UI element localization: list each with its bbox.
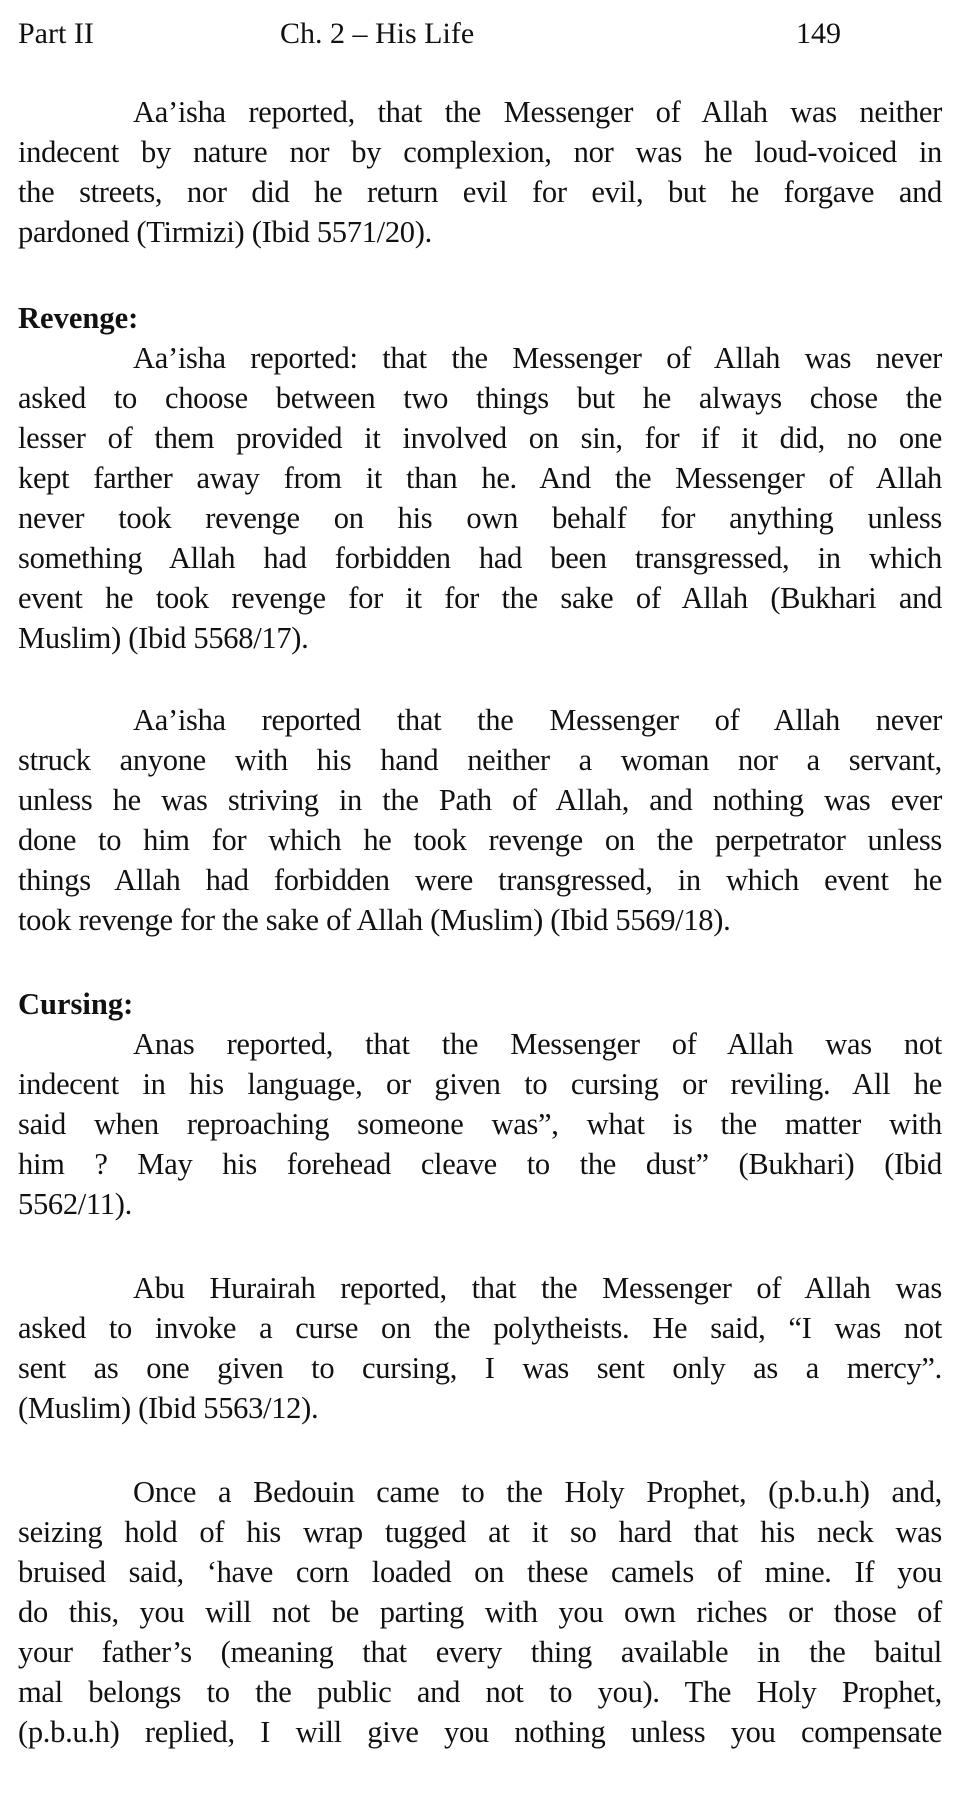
text-line: Anas reported, that the Messenger of Allah was not: [133, 1027, 942, 1061]
text-line: the streets, nor did he return evil for evil, but he forgave and: [18, 175, 942, 209]
text-line: your father’s (meaning that every thing available in the baitul: [18, 1635, 942, 1669]
text-line: done to him for which he took revenge on the perpetrator unless: [18, 823, 942, 857]
text-line: things Allah had forbidden were transgressed, in which event he: [18, 863, 942, 897]
text-line: took revenge for the sake of Allah (Muslim) (Ibid 5569/18).: [18, 903, 731, 937]
text-line: kept farther away from it than he. And the Messenger of Allah: [18, 461, 942, 495]
text-line: bruised said, ‘have corn loaded on these camels of mine. If you: [18, 1555, 942, 1589]
text-line: lesser of them provided it involved on sin, for if it did, no one: [18, 421, 942, 455]
paragraph: [18, 700, 942, 940]
paragraph: [18, 1024, 942, 1224]
text-line: indecent by nature nor by complexion, nor was he loud-voiced in: [18, 135, 942, 169]
running-header: [18, 14, 942, 54]
text-line: seizing hold of his wrap tugged at it so hard that his neck was: [18, 1515, 942, 1549]
text-line: (Muslim) (Ibid 5563/12).: [18, 1391, 319, 1425]
paragraph: [18, 92, 942, 252]
text-line: Aa’isha reported, that the Messenger of Allah was neither: [133, 95, 942, 129]
text-line: Aa’isha reported that the Messenger of Allah never: [133, 703, 942, 737]
section-heading: Cursing:: [18, 987, 134, 1021]
text-line: asked to invoke a curse on the polytheists. He said, “I was not: [18, 1311, 942, 1345]
chapter-title: Ch. 2 – His Life: [280, 17, 475, 50]
text-line: Muslim) (Ibid 5568/17).: [18, 621, 309, 655]
text-line: him ? May his forehead cleave to the dust” (Bukhari) (Ibid: [18, 1147, 942, 1181]
text-line: unless he was striving in the Path of Allah, and nothing was ever: [18, 783, 942, 817]
section-heading: Revenge:: [18, 301, 139, 335]
paragraph: [18, 1472, 942, 1752]
text-line: (p.b.u.h) replied, I will give you nothing unless you compensate: [18, 1715, 942, 1749]
text-line: Aa’isha reported: that the Messenger of Allah was never: [133, 341, 942, 375]
text-line: never took revenge on his own behalf for anything unless: [18, 501, 942, 535]
text-line: pardoned (Tirmizi) (Ibid 5571/20).: [18, 215, 432, 249]
section-cursing: [18, 984, 942, 1024]
text-line: indecent in his language, or given to cursing or reviling. All he: [18, 1067, 942, 1101]
text-line: struck anyone with his hand neither a woman nor a servant,: [18, 743, 942, 777]
section-revenge: [18, 298, 942, 338]
part-label: Part II: [18, 17, 94, 50]
text-line: Once a Bedouin came to the Holy Prophet, (p.b.u.h) and,: [133, 1475, 942, 1509]
text-line: mal belongs to the public and not to you). The Holy Prophet,: [18, 1675, 942, 1709]
page-number: 149: [796, 17, 841, 50]
text-line: something Allah had forbidden had been transgressed, in which: [18, 541, 942, 575]
paragraph: [18, 1268, 942, 1428]
text-line: asked to choose between two things but he always chose the: [18, 381, 942, 415]
paragraph: [18, 338, 942, 658]
text-line: 5562/11).: [18, 1187, 132, 1221]
text-line: sent as one given to cursing, I was sent only as a mercy”.: [18, 1351, 942, 1385]
text-line: event he took revenge for it for the sake of Allah (Bukhari and: [18, 581, 942, 615]
text-line: Abu Hurairah reported, that the Messenger of Allah was: [133, 1271, 942, 1305]
text-line: said when reproaching someone was”, what is the matter with: [18, 1107, 942, 1141]
text-line: do this, you will not be parting with you own riches or those of: [18, 1595, 942, 1629]
